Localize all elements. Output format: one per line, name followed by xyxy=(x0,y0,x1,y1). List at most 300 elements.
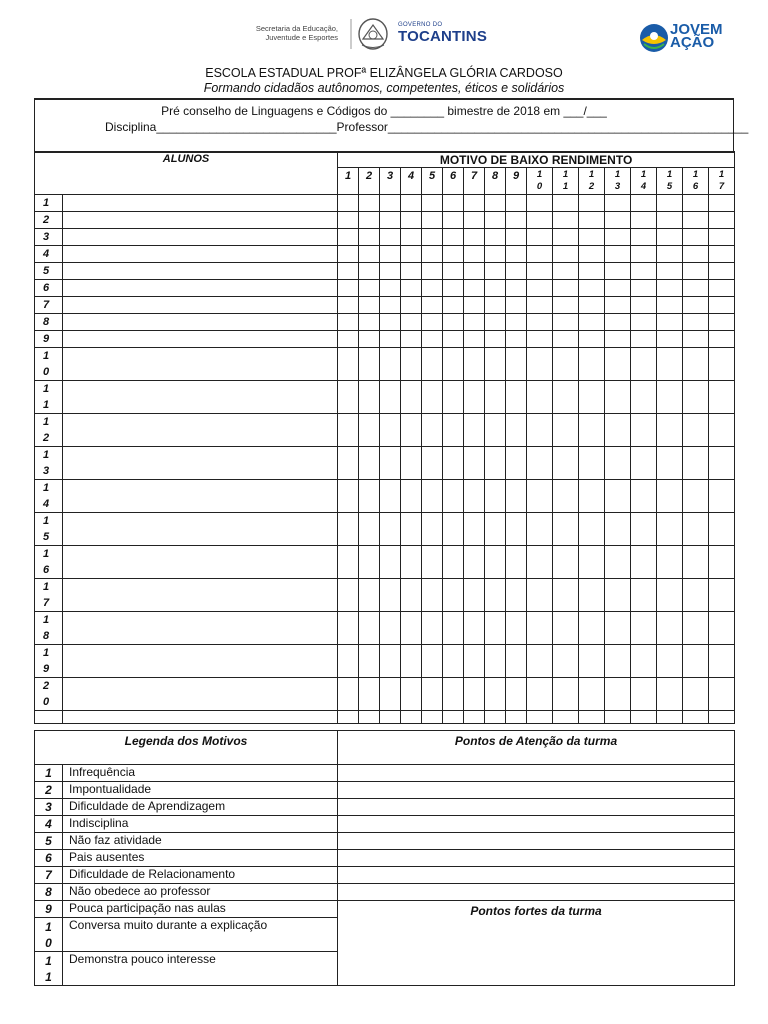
mark-cell[interactable] xyxy=(380,314,401,331)
mark-cell[interactable] xyxy=(506,480,527,513)
mark-cell[interactable] xyxy=(683,246,709,263)
mark-cell[interactable] xyxy=(422,678,443,711)
mark-cell[interactable] xyxy=(579,480,605,513)
mark-cell[interactable] xyxy=(683,348,709,381)
mark-cell[interactable] xyxy=(631,645,657,678)
mark-cell[interactable] xyxy=(527,513,553,546)
mark-cell[interactable] xyxy=(553,414,579,447)
mark-cell[interactable] xyxy=(631,212,657,229)
mark-cell[interactable] xyxy=(553,195,579,212)
mark-cell[interactable] xyxy=(657,280,683,297)
mark-cell[interactable] xyxy=(709,297,735,314)
mark-cell[interactable] xyxy=(657,212,683,229)
mark-cell[interactable] xyxy=(605,513,631,546)
mark-cell[interactable] xyxy=(709,246,735,263)
mark-cell[interactable] xyxy=(605,546,631,579)
student-name-cell[interactable] xyxy=(63,612,338,645)
mark-cell[interactable] xyxy=(553,280,579,297)
mark-cell[interactable] xyxy=(485,711,506,724)
mark-cell[interactable] xyxy=(464,229,485,246)
mark-cell[interactable] xyxy=(683,212,709,229)
mark-cell[interactable] xyxy=(709,447,735,480)
mark-cell[interactable] xyxy=(631,331,657,348)
mark-cell[interactable] xyxy=(527,297,553,314)
mark-cell[interactable] xyxy=(422,414,443,447)
mark-cell[interactable] xyxy=(380,546,401,579)
mark-cell[interactable] xyxy=(443,348,464,381)
mark-cell[interactable] xyxy=(485,246,506,263)
mark-cell[interactable] xyxy=(579,314,605,331)
student-name-cell[interactable] xyxy=(63,678,338,711)
mark-cell[interactable] xyxy=(359,263,380,280)
mark-cell[interactable] xyxy=(401,579,422,612)
mark-cell[interactable] xyxy=(657,331,683,348)
mark-cell[interactable] xyxy=(631,612,657,645)
mark-cell[interactable] xyxy=(709,480,735,513)
mark-cell[interactable] xyxy=(631,280,657,297)
mark-cell[interactable] xyxy=(506,314,527,331)
mark-cell[interactable] xyxy=(709,314,735,331)
student-name-cell[interactable] xyxy=(63,711,338,724)
mark-cell[interactable] xyxy=(443,645,464,678)
mark-cell[interactable] xyxy=(338,513,359,546)
student-name-cell[interactable] xyxy=(63,297,338,314)
mark-cell[interactable] xyxy=(506,195,527,212)
mark-cell[interactable] xyxy=(443,447,464,480)
mark-cell[interactable] xyxy=(579,263,605,280)
mark-cell[interactable] xyxy=(338,331,359,348)
mark-cell[interactable] xyxy=(401,246,422,263)
mark-cell[interactable] xyxy=(506,546,527,579)
mark-cell[interactable] xyxy=(380,280,401,297)
mark-cell[interactable] xyxy=(631,348,657,381)
mark-cell[interactable] xyxy=(380,480,401,513)
mark-cell[interactable] xyxy=(553,331,579,348)
mark-cell[interactable] xyxy=(338,297,359,314)
mark-cell[interactable] xyxy=(579,678,605,711)
mark-cell[interactable] xyxy=(485,678,506,711)
mark-cell[interactable] xyxy=(553,546,579,579)
mark-cell[interactable] xyxy=(464,546,485,579)
mark-cell[interactable] xyxy=(422,579,443,612)
mark-cell[interactable] xyxy=(605,212,631,229)
mark-cell[interactable] xyxy=(401,381,422,414)
mark-cell[interactable] xyxy=(631,314,657,331)
student-name-cell[interactable] xyxy=(63,546,338,579)
mark-cell[interactable] xyxy=(443,229,464,246)
mark-cell[interactable] xyxy=(631,579,657,612)
student-name-cell[interactable] xyxy=(63,229,338,246)
pontos-atencao-cell[interactable] xyxy=(338,867,735,884)
mark-cell[interactable] xyxy=(485,348,506,381)
mark-cell[interactable] xyxy=(359,711,380,724)
mark-cell[interactable] xyxy=(605,480,631,513)
mark-cell[interactable] xyxy=(485,447,506,480)
mark-cell[interactable] xyxy=(506,513,527,546)
mark-cell[interactable] xyxy=(683,263,709,280)
mark-cell[interactable] xyxy=(338,263,359,280)
mark-cell[interactable] xyxy=(631,263,657,280)
mark-cell[interactable] xyxy=(422,645,443,678)
mark-cell[interactable] xyxy=(506,381,527,414)
mark-cell[interactable] xyxy=(579,280,605,297)
mark-cell[interactable] xyxy=(605,246,631,263)
mark-cell[interactable] xyxy=(443,195,464,212)
mark-cell[interactable] xyxy=(657,229,683,246)
mark-cell[interactable] xyxy=(443,246,464,263)
mark-cell[interactable] xyxy=(380,263,401,280)
mark-cell[interactable] xyxy=(401,280,422,297)
mark-cell[interactable] xyxy=(422,348,443,381)
mark-cell[interactable] xyxy=(422,447,443,480)
pontos-atencao-cell[interactable] xyxy=(338,850,735,867)
mark-cell[interactable] xyxy=(443,513,464,546)
mark-cell[interactable] xyxy=(506,579,527,612)
mark-cell[interactable] xyxy=(631,246,657,263)
mark-cell[interactable] xyxy=(506,212,527,229)
mark-cell[interactable] xyxy=(506,612,527,645)
mark-cell[interactable] xyxy=(359,195,380,212)
mark-cell[interactable] xyxy=(338,212,359,229)
mark-cell[interactable] xyxy=(443,331,464,348)
mark-cell[interactable] xyxy=(605,348,631,381)
mark-cell[interactable] xyxy=(553,678,579,711)
mark-cell[interactable] xyxy=(683,612,709,645)
mark-cell[interactable] xyxy=(657,297,683,314)
mark-cell[interactable] xyxy=(631,546,657,579)
pontos-atencao-cell[interactable] xyxy=(338,816,735,833)
mark-cell[interactable] xyxy=(464,263,485,280)
mark-cell[interactable] xyxy=(485,381,506,414)
mark-cell[interactable] xyxy=(464,480,485,513)
mark-cell[interactable] xyxy=(527,246,553,263)
mark-cell[interactable] xyxy=(605,314,631,331)
mark-cell[interactable] xyxy=(359,229,380,246)
mark-cell[interactable] xyxy=(527,263,553,280)
mark-cell[interactable] xyxy=(338,314,359,331)
mark-cell[interactable] xyxy=(401,711,422,724)
mark-cell[interactable] xyxy=(657,711,683,724)
mark-cell[interactable] xyxy=(553,513,579,546)
mark-cell[interactable] xyxy=(605,612,631,645)
mark-cell[interactable] xyxy=(401,447,422,480)
mark-cell[interactable] xyxy=(579,297,605,314)
mark-cell[interactable] xyxy=(359,546,380,579)
mark-cell[interactable] xyxy=(553,480,579,513)
mark-cell[interactable] xyxy=(709,331,735,348)
mark-cell[interactable] xyxy=(527,331,553,348)
mark-cell[interactable] xyxy=(527,480,553,513)
mark-cell[interactable] xyxy=(401,212,422,229)
mark-cell[interactable] xyxy=(579,579,605,612)
mark-cell[interactable] xyxy=(422,212,443,229)
mark-cell[interactable] xyxy=(657,246,683,263)
mark-cell[interactable] xyxy=(553,612,579,645)
mark-cell[interactable] xyxy=(359,513,380,546)
mark-cell[interactable] xyxy=(709,212,735,229)
mark-cell[interactable] xyxy=(657,381,683,414)
mark-cell[interactable] xyxy=(657,645,683,678)
mark-cell[interactable] xyxy=(464,414,485,447)
mark-cell[interactable] xyxy=(553,263,579,280)
mark-cell[interactable] xyxy=(553,246,579,263)
mark-cell[interactable] xyxy=(359,414,380,447)
mark-cell[interactable] xyxy=(683,280,709,297)
mark-cell[interactable] xyxy=(338,645,359,678)
mark-cell[interactable] xyxy=(359,480,380,513)
mark-cell[interactable] xyxy=(709,711,735,724)
mark-cell[interactable] xyxy=(443,546,464,579)
student-name-cell[interactable] xyxy=(63,212,338,229)
student-name-cell[interactable] xyxy=(63,645,338,678)
mark-cell[interactable] xyxy=(401,645,422,678)
mark-cell[interactable] xyxy=(338,546,359,579)
mark-cell[interactable] xyxy=(338,480,359,513)
mark-cell[interactable] xyxy=(464,645,485,678)
mark-cell[interactable] xyxy=(527,381,553,414)
mark-cell[interactable] xyxy=(683,331,709,348)
mark-cell[interactable] xyxy=(422,546,443,579)
mark-cell[interactable] xyxy=(485,645,506,678)
mark-cell[interactable] xyxy=(683,297,709,314)
mark-cell[interactable] xyxy=(401,414,422,447)
mark-cell[interactable] xyxy=(605,297,631,314)
mark-cell[interactable] xyxy=(683,381,709,414)
mark-cell[interactable] xyxy=(709,348,735,381)
student-name-cell[interactable] xyxy=(63,246,338,263)
student-name-cell[interactable] xyxy=(63,314,338,331)
mark-cell[interactable] xyxy=(605,711,631,724)
mark-cell[interactable] xyxy=(527,645,553,678)
mark-cell[interactable] xyxy=(338,195,359,212)
mark-cell[interactable] xyxy=(553,212,579,229)
mark-cell[interactable] xyxy=(709,263,735,280)
mark-cell[interactable] xyxy=(464,195,485,212)
mark-cell[interactable] xyxy=(338,579,359,612)
mark-cell[interactable] xyxy=(579,381,605,414)
mark-cell[interactable] xyxy=(553,297,579,314)
mark-cell[interactable] xyxy=(709,612,735,645)
mark-cell[interactable] xyxy=(401,195,422,212)
mark-cell[interactable] xyxy=(359,579,380,612)
mark-cell[interactable] xyxy=(401,678,422,711)
mark-cell[interactable] xyxy=(605,280,631,297)
mark-cell[interactable] xyxy=(338,612,359,645)
mark-cell[interactable] xyxy=(605,381,631,414)
mark-cell[interactable] xyxy=(464,297,485,314)
mark-cell[interactable] xyxy=(657,513,683,546)
mark-cell[interactable] xyxy=(359,348,380,381)
mark-cell[interactable] xyxy=(579,414,605,447)
mark-cell[interactable] xyxy=(657,263,683,280)
student-name-cell[interactable] xyxy=(63,480,338,513)
mark-cell[interactable] xyxy=(485,414,506,447)
mark-cell[interactable] xyxy=(359,612,380,645)
mark-cell[interactable] xyxy=(359,645,380,678)
mark-cell[interactable] xyxy=(464,381,485,414)
mark-cell[interactable] xyxy=(506,263,527,280)
mark-cell[interactable] xyxy=(709,678,735,711)
mark-cell[interactable] xyxy=(683,414,709,447)
student-name-cell[interactable] xyxy=(63,348,338,381)
student-name-cell[interactable] xyxy=(63,414,338,447)
mark-cell[interactable] xyxy=(359,381,380,414)
student-name-cell[interactable] xyxy=(63,447,338,480)
mark-cell[interactable] xyxy=(506,711,527,724)
mark-cell[interactable] xyxy=(485,263,506,280)
mark-cell[interactable] xyxy=(401,314,422,331)
mark-cell[interactable] xyxy=(338,414,359,447)
mark-cell[interactable] xyxy=(527,212,553,229)
mark-cell[interactable] xyxy=(683,480,709,513)
student-name-cell[interactable] xyxy=(63,263,338,280)
mark-cell[interactable] xyxy=(579,711,605,724)
mark-cell[interactable] xyxy=(709,546,735,579)
mark-cell[interactable] xyxy=(579,513,605,546)
mark-cell[interactable] xyxy=(579,212,605,229)
mark-cell[interactable] xyxy=(631,678,657,711)
mark-cell[interactable] xyxy=(506,246,527,263)
mark-cell[interactable] xyxy=(422,331,443,348)
mark-cell[interactable] xyxy=(443,280,464,297)
mark-cell[interactable] xyxy=(422,513,443,546)
mark-cell[interactable] xyxy=(422,612,443,645)
mark-cell[interactable] xyxy=(657,579,683,612)
mark-cell[interactable] xyxy=(443,480,464,513)
mark-cell[interactable] xyxy=(709,195,735,212)
mark-cell[interactable] xyxy=(422,195,443,212)
mark-cell[interactable] xyxy=(485,297,506,314)
mark-cell[interactable] xyxy=(527,579,553,612)
mark-cell[interactable] xyxy=(579,331,605,348)
mark-cell[interactable] xyxy=(579,612,605,645)
mark-cell[interactable] xyxy=(338,280,359,297)
mark-cell[interactable] xyxy=(683,645,709,678)
mark-cell[interactable] xyxy=(401,229,422,246)
mark-cell[interactable] xyxy=(464,348,485,381)
mark-cell[interactable] xyxy=(485,480,506,513)
mark-cell[interactable] xyxy=(464,513,485,546)
mark-cell[interactable] xyxy=(553,314,579,331)
mark-cell[interactable] xyxy=(657,480,683,513)
mark-cell[interactable] xyxy=(605,447,631,480)
mark-cell[interactable] xyxy=(631,711,657,724)
mark-cell[interactable] xyxy=(683,195,709,212)
mark-cell[interactable] xyxy=(709,229,735,246)
mark-cell[interactable] xyxy=(605,263,631,280)
mark-cell[interactable] xyxy=(506,229,527,246)
mark-cell[interactable] xyxy=(579,645,605,678)
mark-cell[interactable] xyxy=(359,331,380,348)
mark-cell[interactable] xyxy=(464,331,485,348)
pontos-atencao-cell[interactable] xyxy=(338,782,735,799)
mark-cell[interactable] xyxy=(464,447,485,480)
mark-cell[interactable] xyxy=(506,297,527,314)
mark-cell[interactable] xyxy=(657,414,683,447)
pontos-atencao-cell[interactable] xyxy=(338,799,735,816)
mark-cell[interactable] xyxy=(485,612,506,645)
mark-cell[interactable] xyxy=(709,381,735,414)
mark-cell[interactable] xyxy=(631,381,657,414)
mark-cell[interactable] xyxy=(506,280,527,297)
mark-cell[interactable] xyxy=(464,314,485,331)
mark-cell[interactable] xyxy=(443,314,464,331)
mark-cell[interactable] xyxy=(422,381,443,414)
mark-cell[interactable] xyxy=(380,513,401,546)
mark-cell[interactable] xyxy=(683,579,709,612)
mark-cell[interactable] xyxy=(359,212,380,229)
mark-cell[interactable] xyxy=(443,381,464,414)
mark-cell[interactable] xyxy=(605,414,631,447)
mark-cell[interactable] xyxy=(338,381,359,414)
mark-cell[interactable] xyxy=(506,447,527,480)
mark-cell[interactable] xyxy=(443,579,464,612)
mark-cell[interactable] xyxy=(709,645,735,678)
mark-cell[interactable] xyxy=(579,195,605,212)
mark-cell[interactable] xyxy=(527,195,553,212)
mark-cell[interactable] xyxy=(553,381,579,414)
pontos-atencao-cell[interactable] xyxy=(338,765,735,782)
mark-cell[interactable] xyxy=(443,678,464,711)
mark-cell[interactable] xyxy=(338,246,359,263)
mark-cell[interactable] xyxy=(605,331,631,348)
mark-cell[interactable] xyxy=(553,645,579,678)
mark-cell[interactable] xyxy=(464,280,485,297)
mark-cell[interactable] xyxy=(380,246,401,263)
mark-cell[interactable] xyxy=(359,678,380,711)
student-name-cell[interactable] xyxy=(63,195,338,212)
mark-cell[interactable] xyxy=(579,229,605,246)
mark-cell[interactable] xyxy=(338,711,359,724)
mark-cell[interactable] xyxy=(485,314,506,331)
mark-cell[interactable] xyxy=(359,297,380,314)
mark-cell[interactable] xyxy=(683,546,709,579)
mark-cell[interactable] xyxy=(485,513,506,546)
mark-cell[interactable] xyxy=(527,612,553,645)
mark-cell[interactable] xyxy=(485,280,506,297)
mark-cell[interactable] xyxy=(380,212,401,229)
mark-cell[interactable] xyxy=(338,229,359,246)
mark-cell[interactable] xyxy=(631,297,657,314)
pontos-atencao-cell[interactable] xyxy=(338,884,735,901)
mark-cell[interactable] xyxy=(506,348,527,381)
mark-cell[interactable] xyxy=(579,447,605,480)
mark-cell[interactable] xyxy=(683,513,709,546)
mark-cell[interactable] xyxy=(631,513,657,546)
mark-cell[interactable] xyxy=(527,546,553,579)
mark-cell[interactable] xyxy=(359,246,380,263)
mark-cell[interactable] xyxy=(657,612,683,645)
mark-cell[interactable] xyxy=(338,447,359,480)
mark-cell[interactable] xyxy=(464,678,485,711)
mark-cell[interactable] xyxy=(464,612,485,645)
mark-cell[interactable] xyxy=(380,348,401,381)
mark-cell[interactable] xyxy=(631,195,657,212)
mark-cell[interactable] xyxy=(527,447,553,480)
mark-cell[interactable] xyxy=(527,348,553,381)
student-name-cell[interactable] xyxy=(63,513,338,546)
mark-cell[interactable] xyxy=(506,414,527,447)
mark-cell[interactable] xyxy=(380,612,401,645)
student-name-cell[interactable] xyxy=(63,381,338,414)
mark-cell[interactable] xyxy=(380,297,401,314)
mark-cell[interactable] xyxy=(422,263,443,280)
mark-cell[interactable] xyxy=(401,263,422,280)
mark-cell[interactable] xyxy=(443,263,464,280)
mark-cell[interactable] xyxy=(657,348,683,381)
mark-cell[interactable] xyxy=(605,195,631,212)
mark-cell[interactable] xyxy=(338,678,359,711)
